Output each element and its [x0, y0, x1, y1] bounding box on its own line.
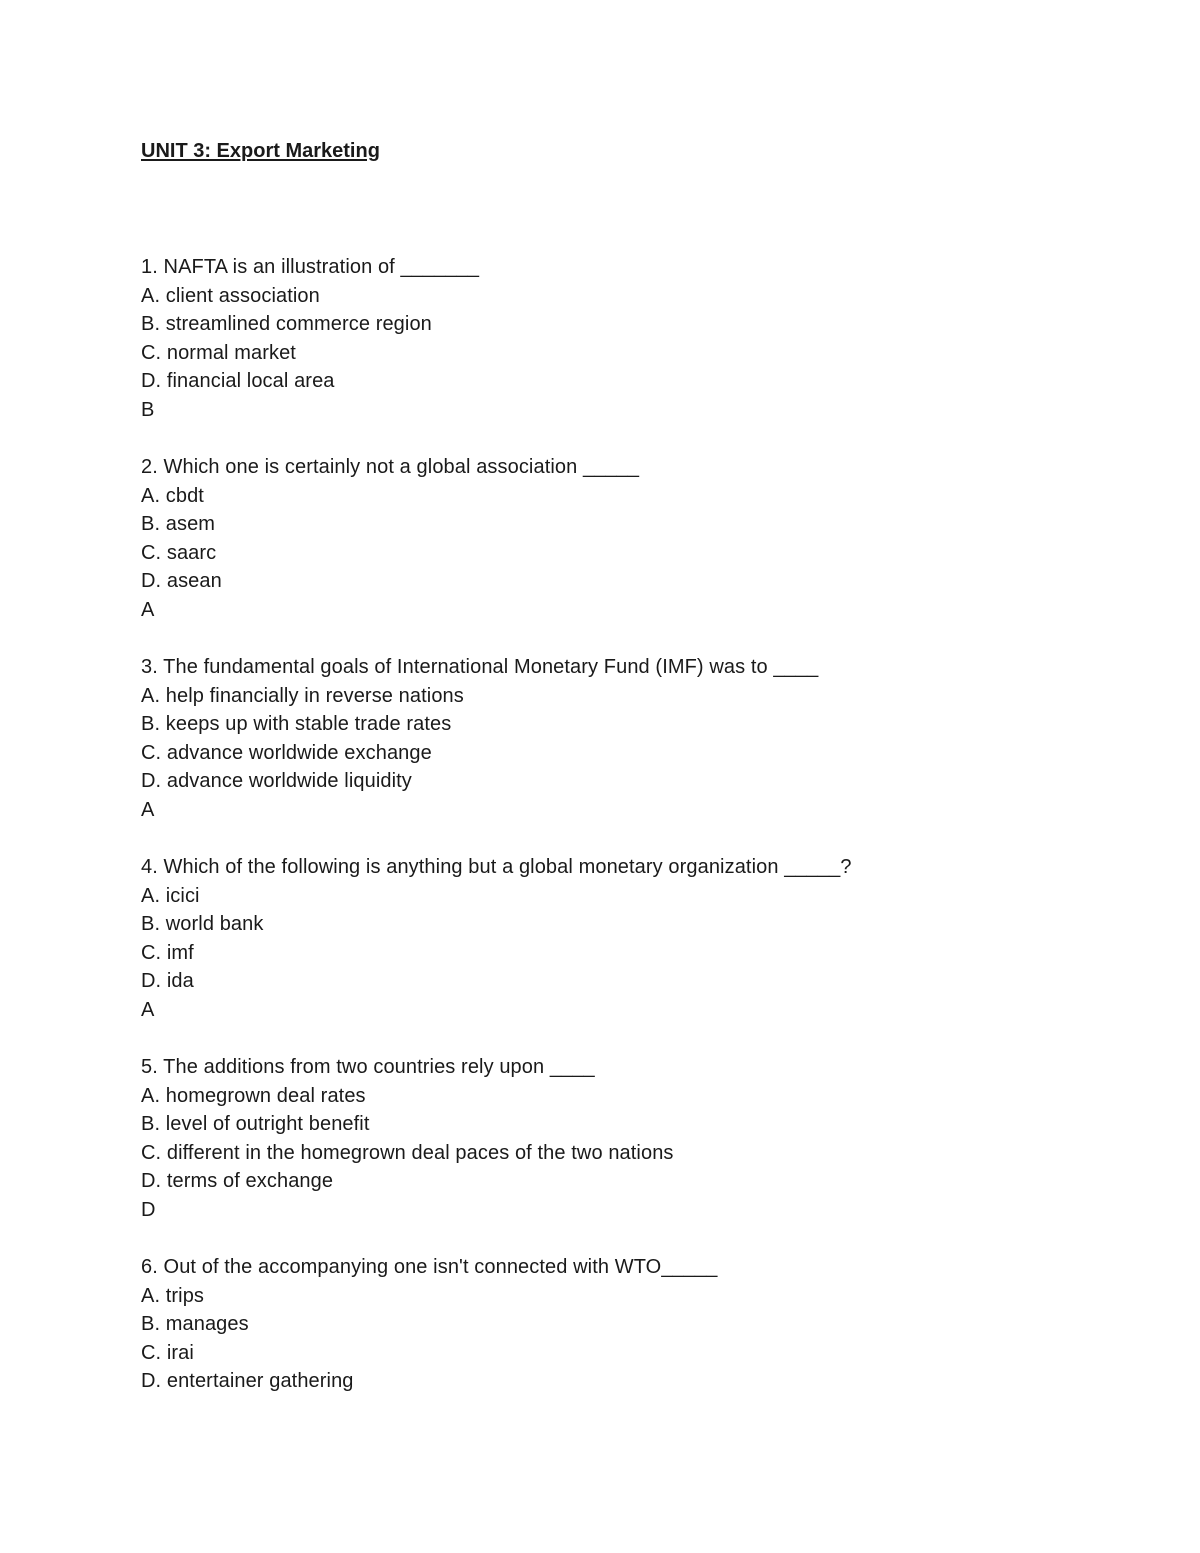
- option-d: D. financial local area: [141, 370, 335, 392]
- answer-key: B: [141, 398, 155, 421]
- option-b: B. manages: [141, 1313, 249, 1335]
- option-a: A. icici: [141, 884, 200, 907]
- option-a: A. trips: [141, 1284, 205, 1307]
- option-a: A. client association: [141, 284, 320, 307]
- option-c: C. different in the homegrown deal paces of the two nations: [141, 1141, 674, 1164]
- question-list: [141, 253, 1141, 1425]
- question-text: 1. NAFTA is an illustration of _______: [141, 256, 480, 278]
- answer-key: D: [141, 1198, 156, 1221]
- question-text: 3. The fundamental goals of International Monetary Fund (IMF) was to ____: [141, 656, 819, 678]
- option-d: D. advance worldwide liquidity: [141, 770, 412, 792]
- option-b: B. streamlined commerce region: [141, 313, 432, 335]
- question-block-1: [141, 253, 1141, 424]
- option-c: C. normal market: [141, 341, 296, 364]
- option-c: C. imf: [141, 941, 194, 964]
- option-b: B. world bank: [141, 913, 264, 935]
- question-block-3: [141, 653, 1141, 824]
- option-d: D. entertainer gathering: [141, 1370, 354, 1392]
- option-c: C. saarc: [141, 541, 217, 564]
- option-a: A. help financially in reverse nations: [141, 684, 464, 707]
- question-block-2: [141, 453, 1141, 624]
- option-d: D. terms of exchange: [141, 1170, 334, 1192]
- option-b: B. level of outright benefit: [141, 1113, 370, 1135]
- option-d: D. asean: [141, 570, 222, 592]
- page-title: UNIT 3: Export Marketing: [141, 140, 380, 162]
- question-text: 4. Which of the following is anything but a global monetary organization _____?: [141, 856, 852, 878]
- option-c: C. advance worldwide exchange: [141, 741, 432, 764]
- option-b: B. keeps up with stable trade rates: [141, 713, 452, 735]
- option-a: A. homegrown deal rates: [141, 1084, 366, 1107]
- question-block-6: [141, 1253, 1141, 1396]
- question-text: 6. Out of the accompanying one isn't connected with WTO_____: [141, 1256, 718, 1278]
- option-c: C. irai: [141, 1341, 194, 1364]
- question-block-4: [141, 853, 1141, 1024]
- option-d: D. ida: [141, 970, 194, 992]
- answer-key: A: [141, 998, 155, 1021]
- answer-key: A: [141, 798, 155, 821]
- question-text: 2. Which one is certainly not a global association _____: [141, 456, 640, 478]
- question-text: 5. The additions from two countries rely upon ____: [141, 1056, 595, 1078]
- option-b: B. asem: [141, 513, 216, 535]
- question-block-5: [141, 1053, 1141, 1224]
- option-a: A. cbdt: [141, 484, 204, 507]
- answer-key: A: [141, 598, 155, 621]
